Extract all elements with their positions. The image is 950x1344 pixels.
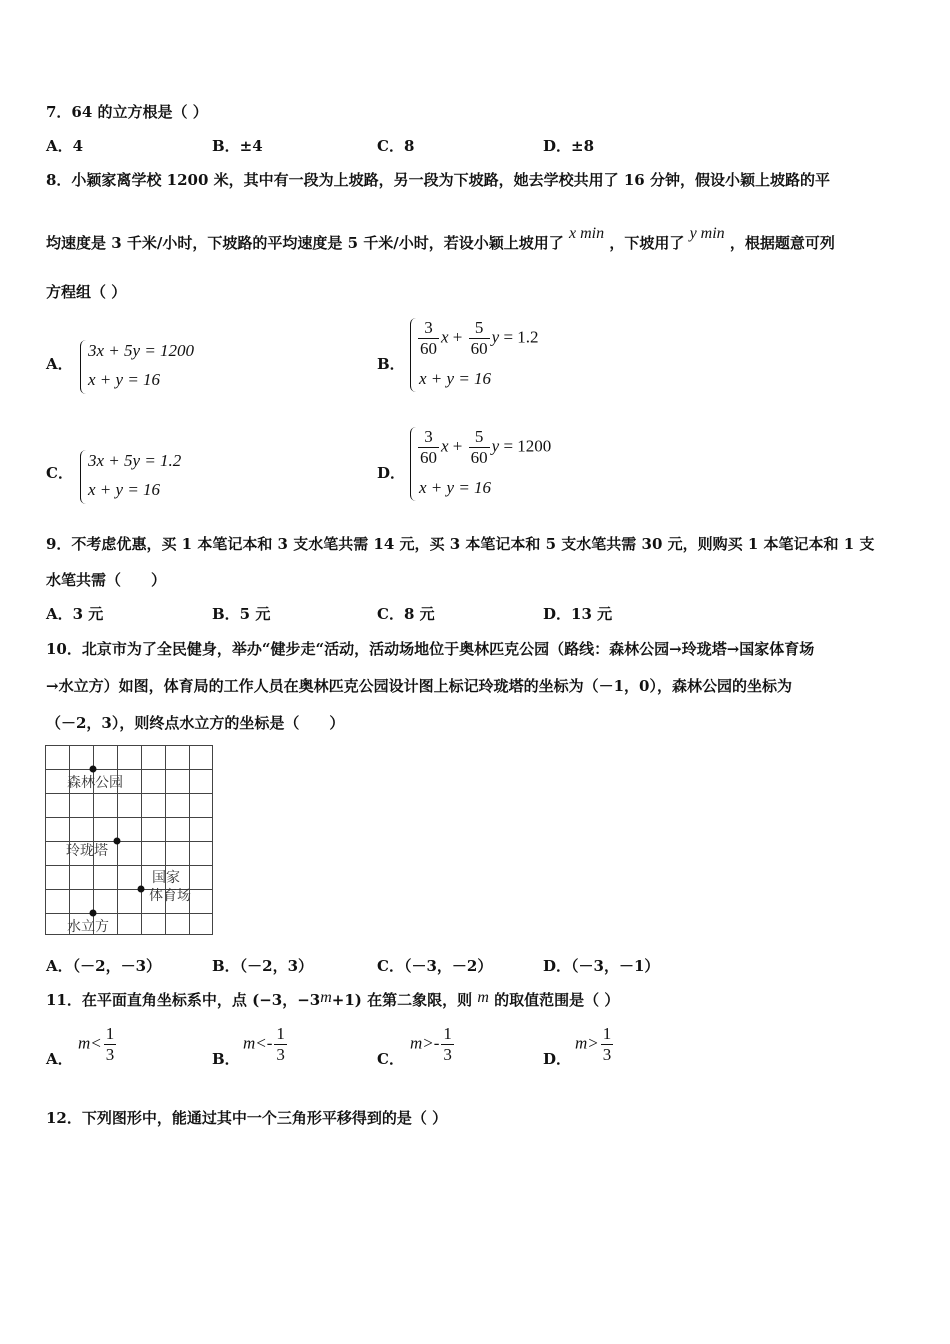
q9-option-d: D．13 元	[543, 605, 613, 623]
q8-option-a-system	[80, 340, 240, 395]
q8-a-eq1: 3x + 5y = 1200	[88, 341, 195, 360]
q9-option-c: C．8 元	[377, 605, 435, 623]
q8-option-d-label: D．	[377, 464, 406, 482]
q11-stem-a: 11．在平面直角坐标系中，点 (−3，−3	[46, 991, 321, 1009]
q11-option-b-expr	[243, 1024, 289, 1065]
q10-line3: （－2，3），则终点水立方的坐标是（ ）	[46, 714, 345, 732]
q8-b-eq1: $\frac{3}{60}$ x + $\frac{5}{60}$ y = 1.2	[420, 318, 539, 358]
q11-b-num: 1	[276, 1024, 285, 1043]
q8-line1: 8．小颖家离学校 1200 米，其中有一段为上坡路，另一段为下坡路，她去学校共用了 16 分钟，假设小颖上坡路的平	[46, 171, 830, 189]
q8-b-frac1-num: 3	[418, 318, 439, 339]
q11-d-den: 3	[602, 1045, 612, 1064]
q9-line2: 水笔共需（ ）	[46, 571, 167, 589]
q11-a-rel: m<	[78, 1033, 102, 1053]
q8-c-eq1: 3x + 5y = 1.2	[88, 451, 182, 470]
q11-stem-b: +1) 在第二象限，则	[331, 991, 473, 1009]
q7-option-a: A．4	[46, 137, 84, 155]
q8-option-c-label: C．	[46, 464, 73, 482]
q10-option-d: D．（－3，－1）	[543, 957, 660, 975]
q11-a-den: 3	[105, 1045, 115, 1064]
q8-b-frac2-num: 5	[469, 318, 490, 339]
q10-option-a: A．（－2，－3）	[46, 957, 162, 975]
water-point	[90, 910, 97, 917]
q8-b-eq2: x + y = 16	[419, 369, 492, 388]
map-label-tower: 玲珑塔	[66, 843, 108, 859]
q8-b-frac2-den: 60	[470, 339, 488, 358]
q7-option-c: C．8	[377, 137, 415, 155]
q7-option-b: B．±4	[212, 137, 263, 155]
tower-point	[114, 838, 121, 845]
q8-option-b-system	[410, 318, 600, 393]
grid-border	[46, 746, 213, 935]
q12-stem: 12．下列图形中，能通过其中一个三角形平移得到的是（ ）	[46, 1109, 448, 1127]
brace-icon	[80, 450, 87, 504]
q11-option-a-label: A．	[46, 1050, 73, 1068]
q8-d-frac1-den: 60	[420, 448, 437, 467]
q11-stem-c: 的取值范围是（ ）	[494, 991, 620, 1009]
q8-line2-a: 均速度是 3 千米/小时，下坡路的平均速度是 5 千米/小时，若设小颖上坡用了	[46, 234, 564, 252]
map-label-stadium-2: 体育场	[149, 888, 191, 904]
q11-option-c-label: C．	[377, 1050, 404, 1068]
q8-line2-b: ，下坡用了	[609, 234, 685, 252]
q11-option-d-expr	[575, 1024, 615, 1065]
q9-option-b: B．5 元	[212, 605, 271, 623]
q7-stem: 7．64 的立方根是（ ）	[46, 103, 208, 121]
q8-b-rhs: = 1.2	[503, 327, 539, 347]
q10-line1: 10．北京市为了全民健身，举办“健步走“活动，活动场地位于奥林匹克公园（路线：森林公园→玲珑塔→国家体育场	[46, 640, 815, 658]
q8-line2	[46, 225, 835, 254]
q8-option-b-label: B．	[377, 355, 405, 373]
q9-line1: 9．不考虑优惠，买 1 本笔记本和 3 支水笔共需 14 元，买 3 本笔记本和 5 支水笔共需 30 元，则购买 1 本笔记本和 1 支	[46, 535, 875, 553]
q11-b-den: 3	[276, 1045, 285, 1064]
q11-stem-m2: m	[477, 989, 489, 1006]
q8-b-frac1-den: 60	[420, 339, 437, 358]
q8-a-eq2: x + y = 16	[88, 370, 161, 389]
q8-option-d-system	[410, 427, 610, 502]
q8-d-frac2-num: 5	[469, 427, 490, 448]
q8-var-y: y min	[689, 225, 725, 242]
map-label-water: 水立方	[67, 919, 109, 935]
q8-option-a-label: A．	[46, 355, 73, 373]
q8-var-x: x min	[568, 225, 605, 242]
q10-grid-map	[45, 745, 213, 935]
forest-point	[90, 766, 97, 773]
q8-d-eq2: x + y = 16	[419, 478, 492, 497]
q8-d-frac2-den: 60	[470, 448, 488, 467]
q9-option-a: A．3 元	[46, 605, 104, 623]
q11-b-rel: m<-	[243, 1033, 273, 1053]
q8-d-frac1-num: 3	[418, 427, 439, 448]
q11-option-c-expr	[410, 1024, 456, 1065]
q11-option-d-label: D．	[543, 1050, 572, 1068]
q11-a-num: 1	[105, 1024, 115, 1043]
grid-map-svg	[45, 745, 213, 935]
q11-option-b-label: B．	[212, 1050, 240, 1068]
map-label-forest: 森林公园	[67, 775, 123, 791]
q10-option-c: C．（－3，－2）	[377, 957, 493, 975]
q11-c-rel: m>-	[410, 1033, 440, 1053]
q10-option-b: B．（－2，3）	[212, 957, 314, 975]
stadium-point	[138, 886, 145, 893]
q11-c-den: 3	[443, 1045, 452, 1064]
q11-d-rel: m>	[575, 1033, 599, 1053]
q8-option-c-system	[80, 450, 240, 505]
q11-option-a-expr	[78, 1024, 118, 1065]
q8-d-eq1: $\frac{3}{60}$ x + $\frac{5}{60}$ y = 1200	[420, 427, 552, 467]
q11-d-num: 1	[602, 1024, 612, 1043]
q8-line3: 方程组（ ）	[46, 283, 127, 301]
q8-c-eq2: x + y = 16	[88, 480, 161, 499]
q8-d-rhs: = 1200	[503, 436, 552, 456]
brace-icon	[80, 340, 87, 394]
map-label-stadium-1: 国家	[152, 870, 180, 886]
q11-stem	[46, 990, 619, 1011]
q7-option-d: D．±8	[543, 137, 595, 155]
q10-line2: →水立方）如图，体育局的工作人员在奥林匹克公园设计图上标记玲珑塔的坐标为（－1，0），森林公园的坐标为	[46, 677, 792, 695]
q11-c-num: 1	[443, 1024, 452, 1043]
q8-line2-c: ，根据题意可列	[729, 234, 835, 252]
q11-stem-m: m	[320, 989, 332, 1006]
